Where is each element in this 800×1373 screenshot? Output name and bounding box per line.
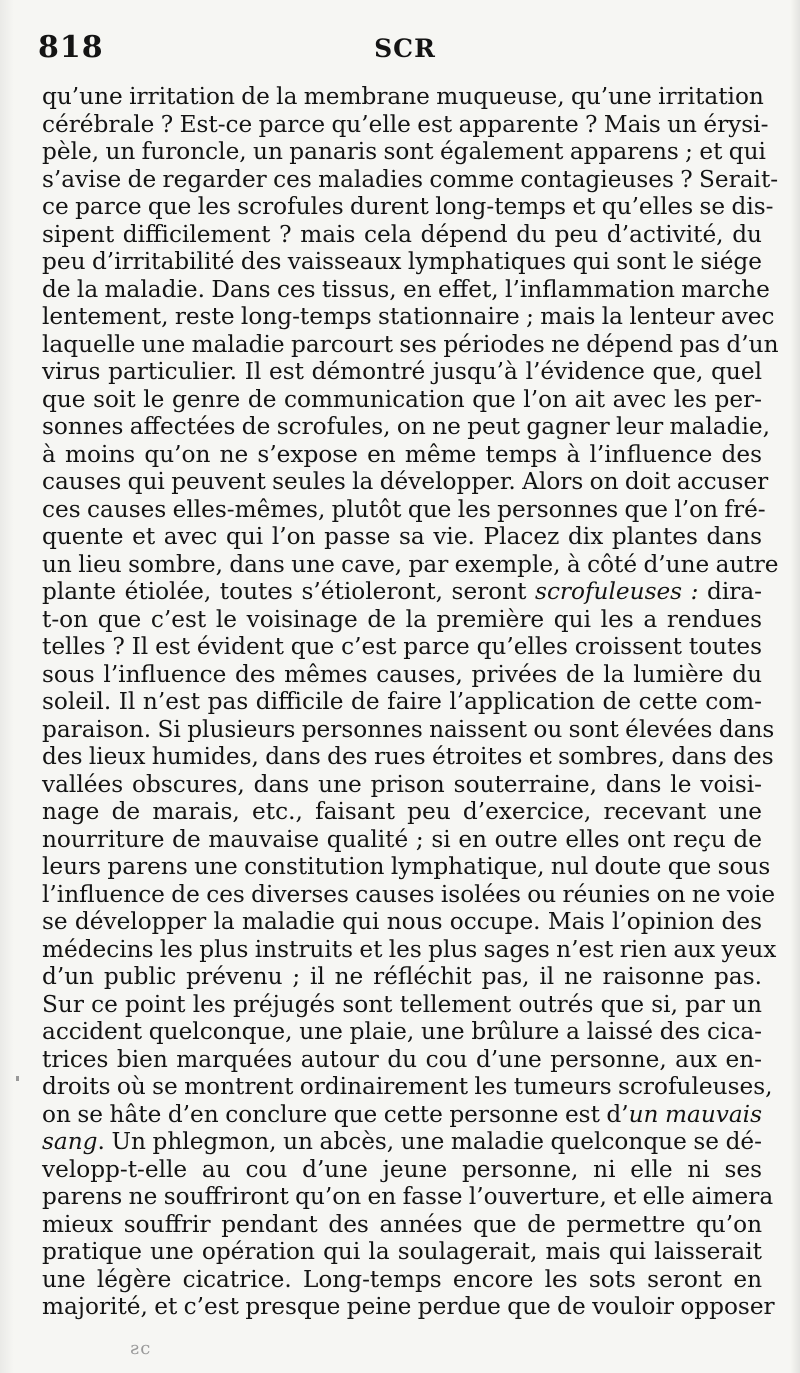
text-line-with-italic [42,1128,762,1156]
text-line: des lieux humides, dans des rues étroites et sombres, dans des [42,743,774,770]
body-text [42,83,779,1321]
text-line: droits où se montrent ordinairement les tumeurs scrofuleuses, [42,1073,773,1100]
page-number: 818 [38,30,104,65]
italic-phrase: un mauvais [628,1100,762,1128]
text-line-with-italic [42,578,762,606]
text-line: ces causes elles-mêmes, plutôt que les personnes que l’on fré- [42,495,766,523]
italic-word: scrofuleuses : [535,578,699,605]
text-line: qu’une irritation de la membrane muqueuse, qu’une irritation [42,83,764,110]
text-line: soleil. Il n’est pas difficile de faire l’application de cette com- [42,688,762,715]
page-header [38,30,772,74]
text-line: nage de marais, etc., faisant peu d’exercice, recevant une [42,798,762,825]
text-line: de la maladie. Dans ces tissus, en effet, l’inflammation marche [42,275,770,303]
text-line: quente et avec qui l’on passe sa vie. Placez dix plantes dans [42,523,762,550]
text-line: virus particulier. Il est démontré jusqu’à l’évidence que, quel [42,358,762,385]
footer-mark: ƨc [130,1338,152,1359]
text-line: s’avise de regarder ces maladies comme contagieuses ? Serait- [42,165,779,193]
text-line: leurs parens une constitution lymphatique, nul doute que sous [42,853,771,880]
text-line: Sur ce point les préjugés sont tellement outrés que si, par un [42,990,762,1018]
text-line: sonnes affectées de scrofules, on ne peut gagner leur maladie, [42,413,770,440]
text-line: vallées obscures, dans une prison souterraine, dans le voisi- [42,770,762,798]
text-line-part: dira- [698,578,763,605]
text-line: majorité, et c’est presque peine perdue que de vouloir opposer [42,1293,775,1320]
text-line-part: on se hâte d’en conclure que cette personne est d’ [42,1100,629,1128]
text-line-part: . Un phlegmon, un abcès, une maladie quelconque se dé- [97,1128,762,1155]
text-line: laquelle une maladie parcourt ses périodes ne dépend pas d’un [42,330,779,358]
text-line: telles ? Il est évident que c’est parce qu’elles croissent toutes [42,633,762,660]
text-line: pèle, un furoncle, un panaris sont également apparens ; et qui [42,138,766,165]
text-line: nourriture de mauvaise qualité ; si en outre elles ont reçu de [42,825,762,853]
text-line: à moins qu’on ne s’expose en même temps à l’influence des [42,440,762,468]
text-line: ce parce que les scrofules durent long-temps et qu’elles se dis- [42,193,774,220]
text-line: se développer la maladie qui nous occupe. Mais l’opinion des [42,908,762,935]
text-line: sous l’influence des mêmes causes, privées de la lumière du [42,660,762,688]
text-line: causes qui peuvent seules la développer. Alors on doit accuser [42,468,769,495]
margin-mark [16,1076,19,1081]
text-line: cérébrale ? Est-ce parce qu’elle est apparente ? Mais un érysi- [42,110,769,138]
text-line: velopp-t-elle au cou d’une jeune personne, ni elle ni ses [42,1155,762,1183]
text-line: parens ne souffriront qu’on en fasse l’ouverture, et elle aimera [42,1183,774,1210]
text-line: une légère cicatrice. Long-temps encore les sots seront en [42,1265,762,1293]
text-line: accident quelconque, une plaie, une brûlure a laissé des cica- [42,1018,762,1045]
italic-word: sang [42,1128,98,1155]
text-line: peu d’irritabilité des vaisseaux lymphatiques qui sont le siége [42,248,762,275]
text-line: lentement, reste long-temps stationnaire ; mais la lenteur avec [42,303,775,330]
text-line: trices bien marquées autour du cou d’une personne, aux en- [42,1045,762,1073]
text-line: sipent difficilement ? mais cela dépend du peu d’activité, du [42,220,762,248]
text-line: médecins les plus instruits et les plus sages n’est rien aux yeux [42,935,777,963]
text-line-with-italic [42,1101,762,1129]
text-line: d’un public prévenu ; il ne réfléchit pas, il ne raisonne pas. [42,963,762,990]
text-line: t-on que c’est le voisinage de la première qui les a rendues [42,605,762,633]
text-line: l’influence de ces diverses causes isolées ou réunies on ne voie [42,880,776,908]
text-line: un lieu sombre, dans une cave, par exemple, à côté d’une autre [42,550,779,578]
running-head: SCR [374,34,436,63]
text-line: paraison. Si plusieurs personnes naissent ou sont élevées dans [42,715,775,743]
text-line: pratique une opération qui la soulagerait, mais qui laisserait [42,1238,762,1265]
text-line: mieux souffrir pendant des années que de permettre qu’on [42,1210,762,1238]
text-line: que soit le genre de communication que l’on ait avec les per- [42,385,762,413]
text-line-part: plante étiolée, toutes s’étioleront, seront [42,578,527,605]
